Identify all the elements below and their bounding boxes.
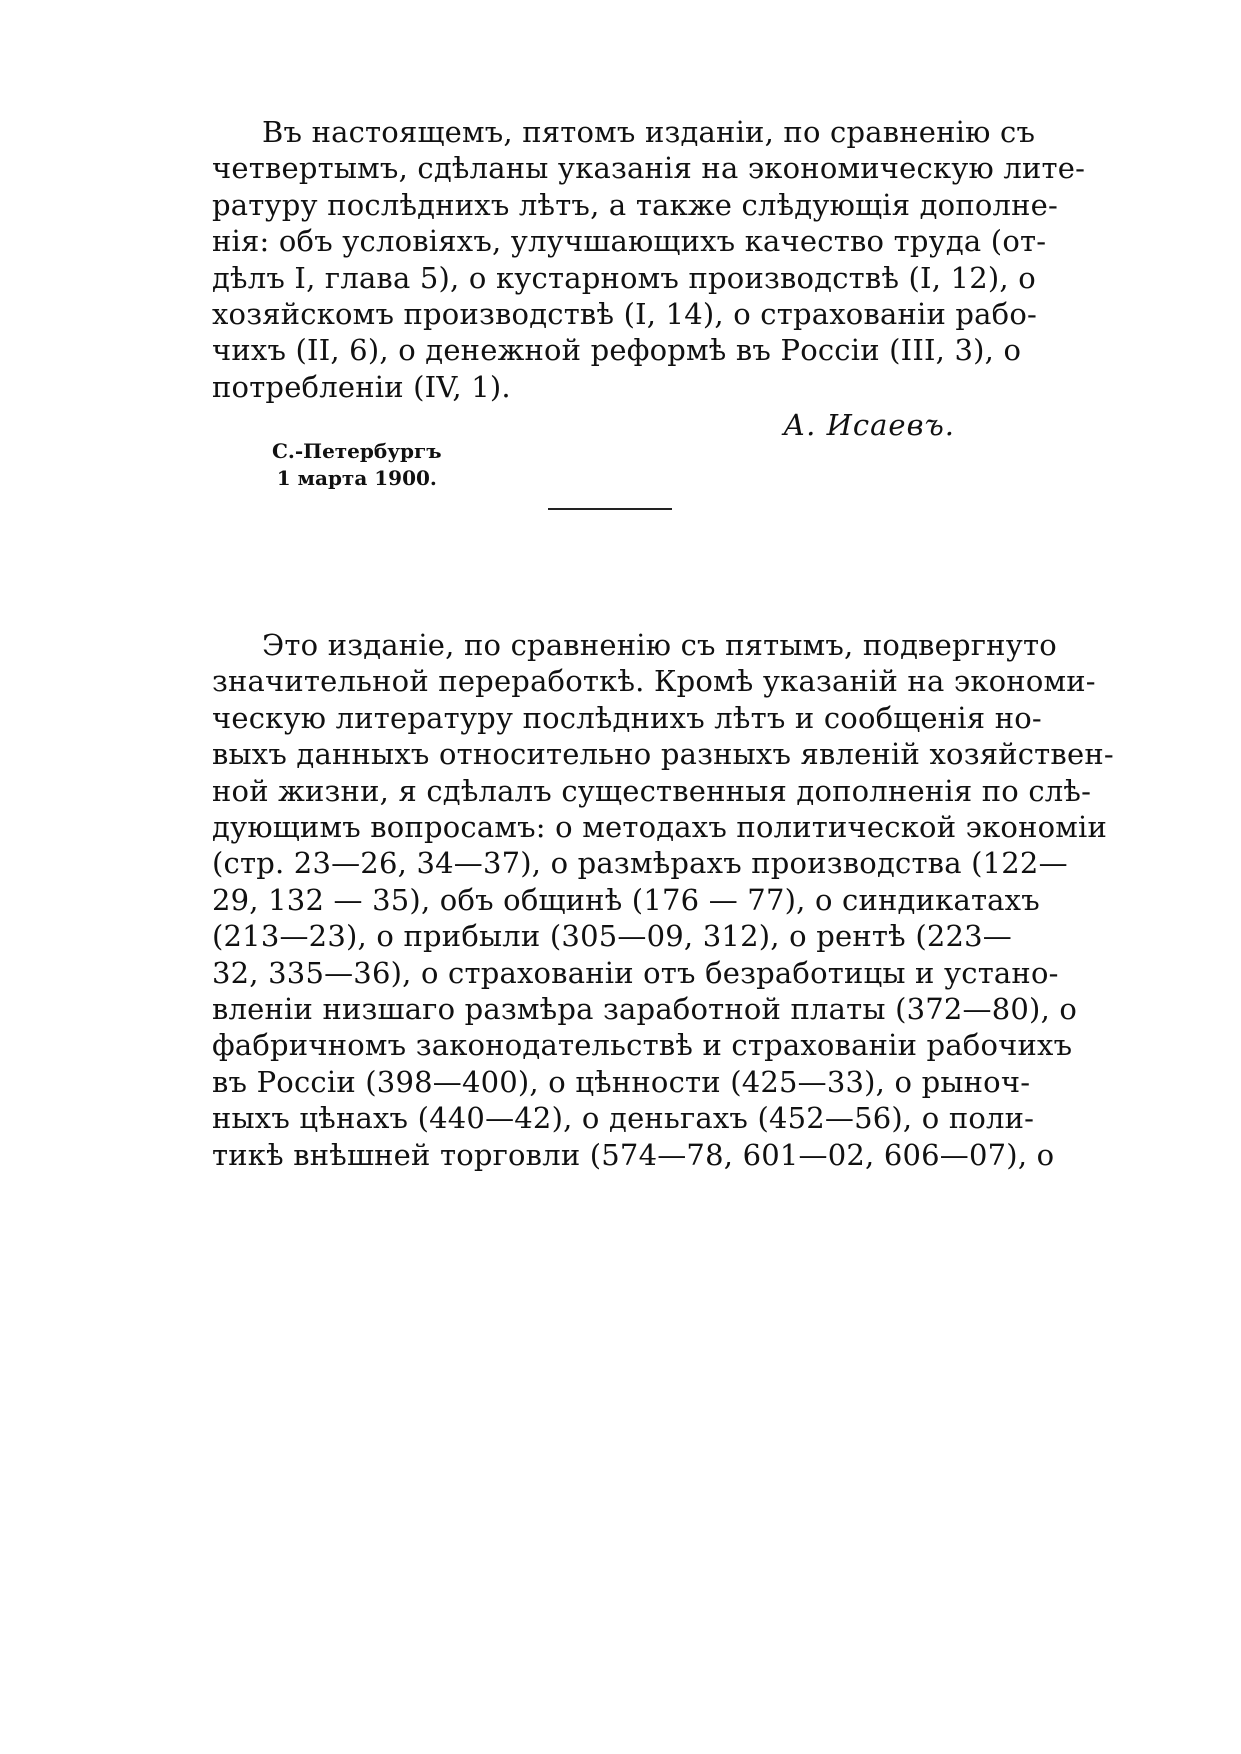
text-line: Въ настоящемъ, пятомъ изданіи, по сравненію съ [262, 115, 1036, 149]
text-line: (213—23), о прибыли (305—09, 312), о рентѣ (223— [212, 919, 1012, 954]
text-line: 32, 335—36), о страхованіи отъ безработицы и устано- [212, 955, 1059, 990]
text-line: (стр. 23—26, 34—37), о размѣрахъ производства (122— [212, 846, 1068, 881]
text-line: вленіи низшаго размѣра заработной платы (372—80), о [212, 992, 1078, 1027]
place: С.-Петербургъ [272, 439, 442, 463]
text-line: хозяйскомъ производствѣ (I, 14), о страхованіи рабо- [212, 297, 1037, 332]
date: 1 марта 1900. [276, 466, 437, 490]
text-line: потребленіи (IV, 1). [212, 369, 511, 404]
text-line: дѣлъ I, глава 5), о кустарномъ производствѣ (I, 12), о [212, 260, 1036, 295]
text-line: ной жизни, я сдѣлалъ существенныя дополненія по слѣ- [212, 773, 1092, 808]
section-divider [548, 508, 672, 510]
text-line: выхъ данныхъ относительно разныхъ явленій хозяйствен- [212, 737, 1114, 772]
text-line: фабричномъ законодательствѣ и страхованіи рабочихъ [212, 1028, 1073, 1063]
text-line: ныхъ цѣнахъ (440—42), о деньгахъ (452—56), о поли- [212, 1101, 1035, 1136]
text-line: четвертымъ, сдѣланы указанія на экономическую лите- [212, 151, 1086, 186]
author-signature: А. Исаевъ. [783, 408, 955, 442]
text-line: нія: объ условіяхъ, улучшающихъ качество труда (от- [212, 224, 1047, 259]
text-line: значительной переработкѣ. Кромѣ указаній на экономи- [212, 664, 1096, 699]
text-line: ратуру послѣднихъ лѣтъ, а также слѣдующія дополне- [212, 187, 1059, 222]
text-line: 29, 132 — 35), объ общинѣ (176 — 77), о синдикатахъ [212, 882, 1040, 917]
text-line: ческую литературу послѣднихъ лѣтъ и сообщенія но- [212, 700, 1042, 735]
preface-sixth-edition [212, 627, 1114, 1173]
text-line: въ Россіи (398—400), о цѣнности (425—33), о рыноч- [212, 1064, 1031, 1099]
text-line: тикѣ внѣшней торговли (574—78, 601—02, 606—07), о [212, 1137, 1055, 1172]
text-line: дующимъ вопросамъ: о методахъ политической экономіи [212, 810, 1108, 845]
text-line: чихъ (II, 6), о денежной реформѣ въ Россіи (III, 3), о [212, 333, 1022, 368]
text-line: Это изданіе, по сравненію съ пятымъ, подвергнуто [262, 628, 1057, 662]
preface-fifth-edition [212, 114, 1086, 405]
place-date [272, 438, 442, 492]
